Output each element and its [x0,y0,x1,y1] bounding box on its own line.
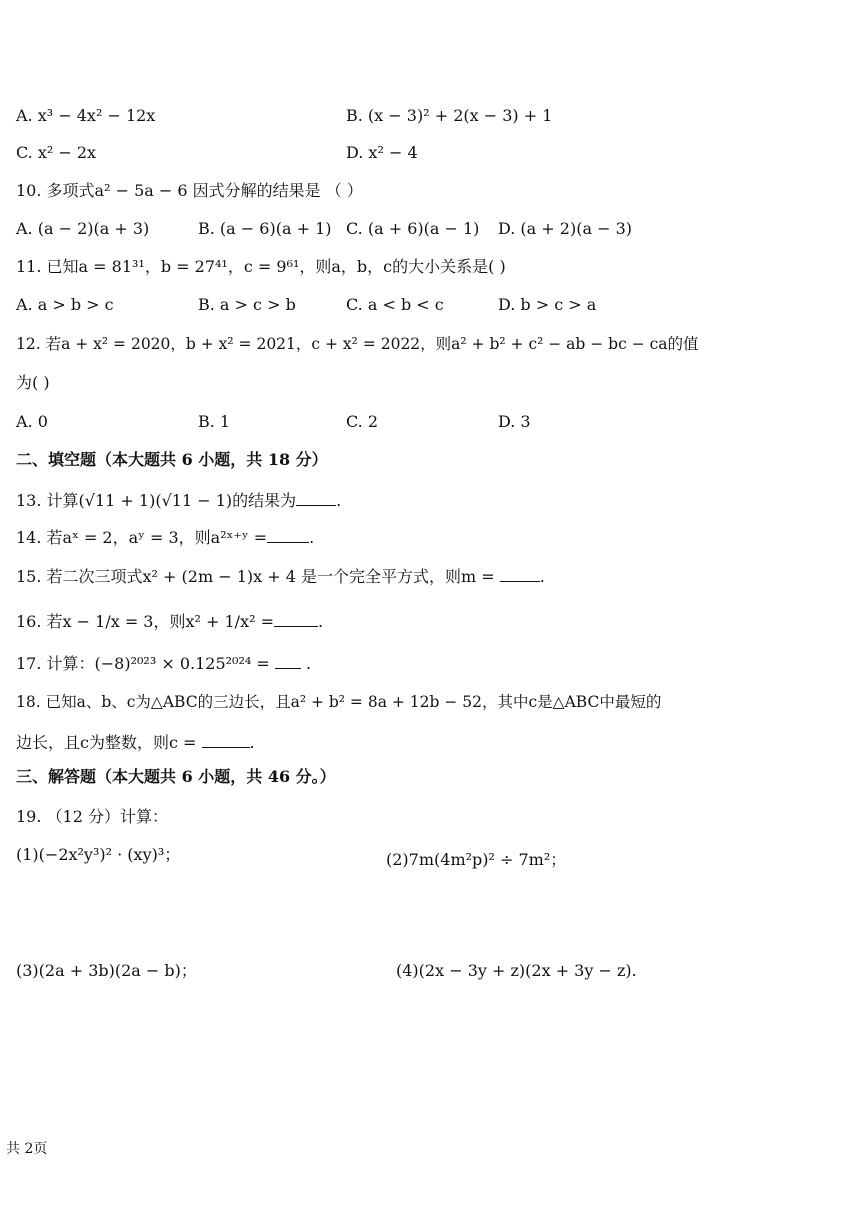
q13-answer-blank[interactable] [296,489,336,506]
q19-part4: (4)(2x − 3y + z)(2x + 3y − z). [396,961,637,980]
q19-part2: (2)7m(4m²p)² ÷ 7m²； [386,850,567,869]
q12-option-d: D. 3 [498,412,531,431]
q13-text: 13. 计算(√11 + 1)(√11 − 1)的结果为 . [16,491,342,510]
q18-line2-text: 边长，且c为整数，则c = . [16,733,255,752]
q9-option-c: C. x² − 2x [16,143,97,162]
q10-option-c: C. (a + 6)(a − 1) [346,219,480,238]
section-fill-in-title: 二、填空题（本大题共 6 小题，共 18 分） [16,450,328,469]
q10-option-a: A. (a − 2)(a + 3) [16,219,150,238]
q9-option-b: B. (x − 3)² + 2(x − 3) + 1 [346,106,553,125]
q11-stem: 11. 已知a = 81³¹，b = 27⁴¹，c = 9⁶¹，则a，b，c的大小关系是( ) [16,257,506,276]
q10-option-b: B. (a − 6)(a + 1) [198,219,332,238]
q12-stem-line2: 为( ) [16,373,50,392]
q14-stem: 14. 若aˣ = 2，aʸ = 3，则a²ˣ⁺ʸ = [16,528,268,547]
page-footer: 共 2页 [6,1141,48,1157]
q19-part1: (1)(−2x²y³)² · (xy)³； [16,845,181,864]
q15-answer-blank[interactable] [500,565,540,582]
q11-option-c: C. a < b < c [346,295,444,314]
q11-option-b: B. a > c > b [198,295,296,314]
q19-stem: 19. （12 分）计算： [16,807,168,826]
q19-part3: (3)(2a + 3b)(2a − b)； [16,961,197,980]
q17-answer-blank[interactable] [275,652,301,669]
q11-option-d: D. b > c > a [498,295,597,314]
q15-text: 15. 若二次三项式x² + (2m − 1)x + 4 是一个完全平方式，则m = . [16,567,545,586]
q12-stem-line1: 12. 若a + x² = 2020，b + x² = 2021，c + x² = 2022，则a² + b² + c² − ab − bc − ca的值 [16,335,699,353]
q16-stem: 16. 若x − 1/x = 3，则x² + 1/x² = [16,612,275,631]
q11-option-a: A. a > b > c [16,295,114,314]
q18-answer-blank[interactable] [202,731,250,748]
q14-text: 14. 若aˣ = 2，aʸ = 3，则a²ˣ⁺ʸ = . [16,528,315,547]
q10-option-d: D. (a + 2)(a − 3) [498,219,632,238]
q18-line2: 边长，且c为整数，则c = [16,733,197,752]
q12-option-b: B. 1 [198,412,231,431]
q18-line1: 18. 已知a、b、c为△ABC的三边长，且a² + b² = 8a + 12b − 52，其中c是△ABC中最短的 [16,693,662,711]
q12-option-a: A. 0 [16,412,48,431]
q12-option-c: C. 2 [346,412,379,431]
q17-stem: 17. 计算：(−8)²⁰²³ × 0.125²⁰²⁴ = [16,654,270,673]
section-solve-title: 三、解答题（本大题共 6 小题，共 46 分。） [16,767,336,786]
q9-option-d: D. x² − 4 [346,143,418,162]
q16-text: 16. 若x − 1/x = 3，则x² + 1/x² = . [16,612,324,631]
q17-text: 17. 计算：(−8)²⁰²³ × 0.125²⁰²⁴ = . [16,654,312,673]
q10-stem: 10. 多项式a² − 5a − 6 因式分解的结果是 （ ） [16,181,363,200]
q15-stem: 15. 若二次三项式x² + (2m − 1)x + 4 是一个完全平方式，则m = [16,567,495,586]
q16-answer-blank[interactable] [274,610,318,627]
q13-stem: 13. 计算(√11 + 1)(√11 − 1)的结果为 [16,491,297,510]
q9-option-a: A. x³ − 4x² − 12x [16,106,156,125]
q14-answer-blank[interactable] [267,526,309,543]
